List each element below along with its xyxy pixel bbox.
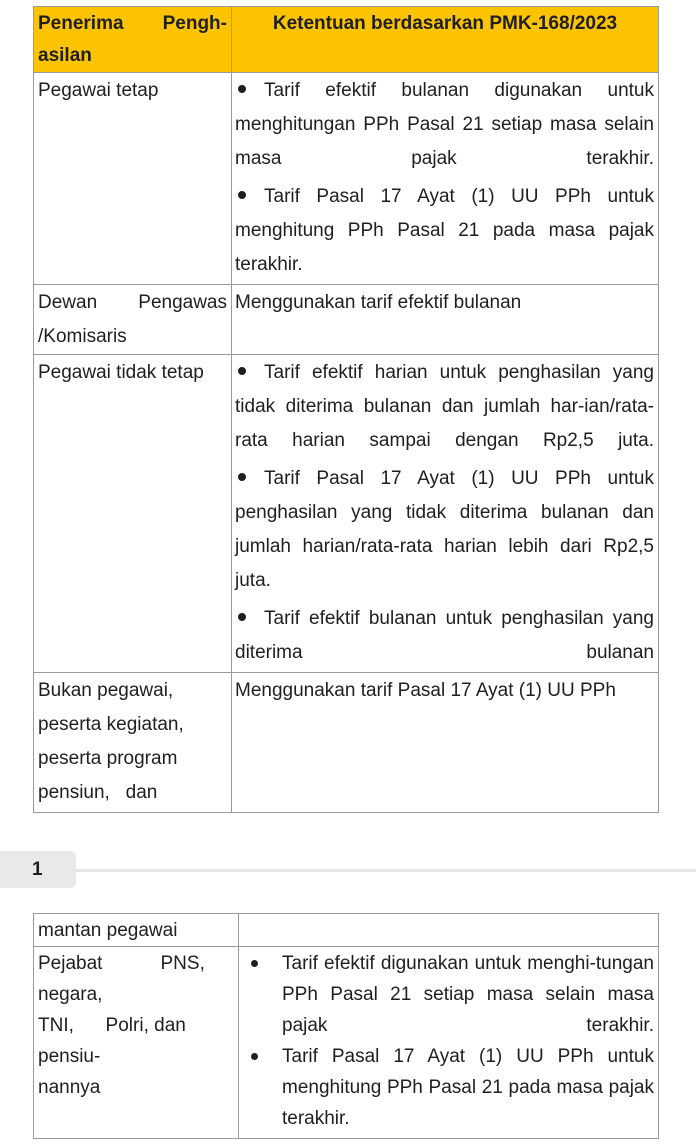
header-recipient bbox=[34, 7, 232, 73]
page-number-badge bbox=[0, 851, 76, 888]
list-item bbox=[242, 1041, 654, 1134]
recipient-label: pensiun, dan bbox=[38, 782, 158, 803]
list-item-text: Tarif efektif harian untuk penghasilan yang tidak diterima bulanan dan jumlah har-ian/rata-rata harian sampai dengan Rp2,5 juta. bbox=[235, 362, 654, 451]
tax-table-page-1 bbox=[33, 6, 659, 813]
recipient-label: Pegawai tidak tetap bbox=[38, 362, 204, 383]
provision-text: Menggunakan tarif efektif bulanan bbox=[235, 292, 522, 313]
tax-table-page-2 bbox=[33, 913, 659, 1139]
recipient-label: Pegawai tetap bbox=[38, 80, 159, 101]
recipient-cell bbox=[34, 73, 232, 285]
list-item bbox=[235, 462, 654, 598]
recipient-cell bbox=[34, 355, 232, 673]
bullet-icon bbox=[238, 85, 246, 93]
recipient-label: TNI, Polri, dan bbox=[38, 1015, 186, 1036]
recipient-label: mantan pegawai bbox=[38, 920, 178, 941]
provision-text: Menggunakan tarif Pasal 17 Ayat (1) UU PPh bbox=[235, 680, 616, 701]
table-row bbox=[34, 285, 659, 355]
recipient-label bbox=[38, 286, 227, 320]
list-item-text: Tarif efektif bulanan digunakan untuk menghitungan PPh Pasal 21 setiap masa selain masa pajak terakhir. bbox=[235, 80, 654, 169]
bullet-icon bbox=[238, 367, 246, 375]
recipient-cell bbox=[34, 673, 232, 813]
provision-cell bbox=[239, 947, 659, 1139]
table-row bbox=[34, 947, 659, 1139]
header-recipient-part1: Penerima bbox=[38, 13, 124, 34]
recipient-label: Pejabat PNS, bbox=[38, 953, 205, 974]
header-provision: Ketentuan berdasarkan PMK-168/2023 bbox=[232, 7, 659, 73]
provision-cell bbox=[232, 285, 659, 355]
list-item bbox=[242, 948, 654, 1041]
recipient-label: Bukan pegawai, bbox=[38, 680, 174, 701]
recipient-label: peserta program bbox=[38, 748, 178, 769]
list-item-text: Tarif Pasal 17 Ayat (1) UU PPh untuk penghasilan yang tidak diterima bulanan dan jumlah harian/rata-rata harian lebih dari Rp2,5 juta. bbox=[235, 468, 654, 591]
table-row bbox=[34, 73, 659, 285]
list-item bbox=[235, 74, 654, 176]
table-row bbox=[34, 673, 659, 813]
list-item-text: Tarif Pasal 17 Ayat (1) UU PPh untuk menghitung PPh Pasal 21 pada masa pajak terakhir. bbox=[235, 186, 654, 275]
bullet-icon bbox=[251, 960, 258, 967]
bullet-icon bbox=[238, 473, 246, 481]
page-divider-line bbox=[76, 869, 696, 872]
list-item bbox=[235, 356, 654, 458]
list-item bbox=[235, 180, 654, 282]
table-row bbox=[34, 914, 659, 947]
bullet-icon bbox=[238, 613, 246, 621]
header-recipient-part2: Pengh- bbox=[162, 13, 227, 34]
recipient-label-word: Pengawas bbox=[138, 292, 227, 313]
provision-cell bbox=[232, 673, 659, 813]
provision-cell bbox=[232, 73, 659, 285]
bullet-icon bbox=[238, 191, 246, 199]
recipient-label-word: Dewan bbox=[38, 292, 98, 313]
recipient-cell bbox=[34, 285, 232, 355]
recipient-label: peserta kegiatan, bbox=[38, 714, 184, 735]
list-item bbox=[235, 602, 654, 670]
list-item-text: Tarif efektif digunakan untuk menghi-tungan PPh Pasal 21 setiap masa selain masa pajak terakhir. bbox=[282, 953, 654, 1036]
provision-cell bbox=[232, 355, 659, 673]
table-header-row bbox=[34, 7, 659, 73]
header-recipient-part3: asilan bbox=[38, 45, 92, 66]
list-item-text: Tarif Pasal 17 Ayat (1) UU PPh untuk menghitung PPh Pasal 21 pada masa pajak terakhir. bbox=[282, 1046, 654, 1129]
table-row bbox=[34, 355, 659, 673]
recipient-cell bbox=[34, 914, 239, 947]
recipient-label: /Komisaris bbox=[38, 326, 127, 347]
recipient-label: negara, bbox=[38, 984, 103, 1005]
provision-cell bbox=[239, 914, 659, 947]
page-number: 1 bbox=[32, 859, 43, 880]
recipient-cell bbox=[34, 947, 239, 1139]
recipient-label: pensiu- bbox=[38, 1046, 101, 1067]
list-item-text: Tarif efektif bulanan untuk penghasilan yang diterima bulanan bbox=[235, 608, 654, 663]
recipient-label: nannya bbox=[38, 1077, 101, 1098]
page-separator bbox=[0, 851, 696, 891]
bullet-icon bbox=[251, 1053, 258, 1060]
provision-list bbox=[242, 948, 654, 1134]
